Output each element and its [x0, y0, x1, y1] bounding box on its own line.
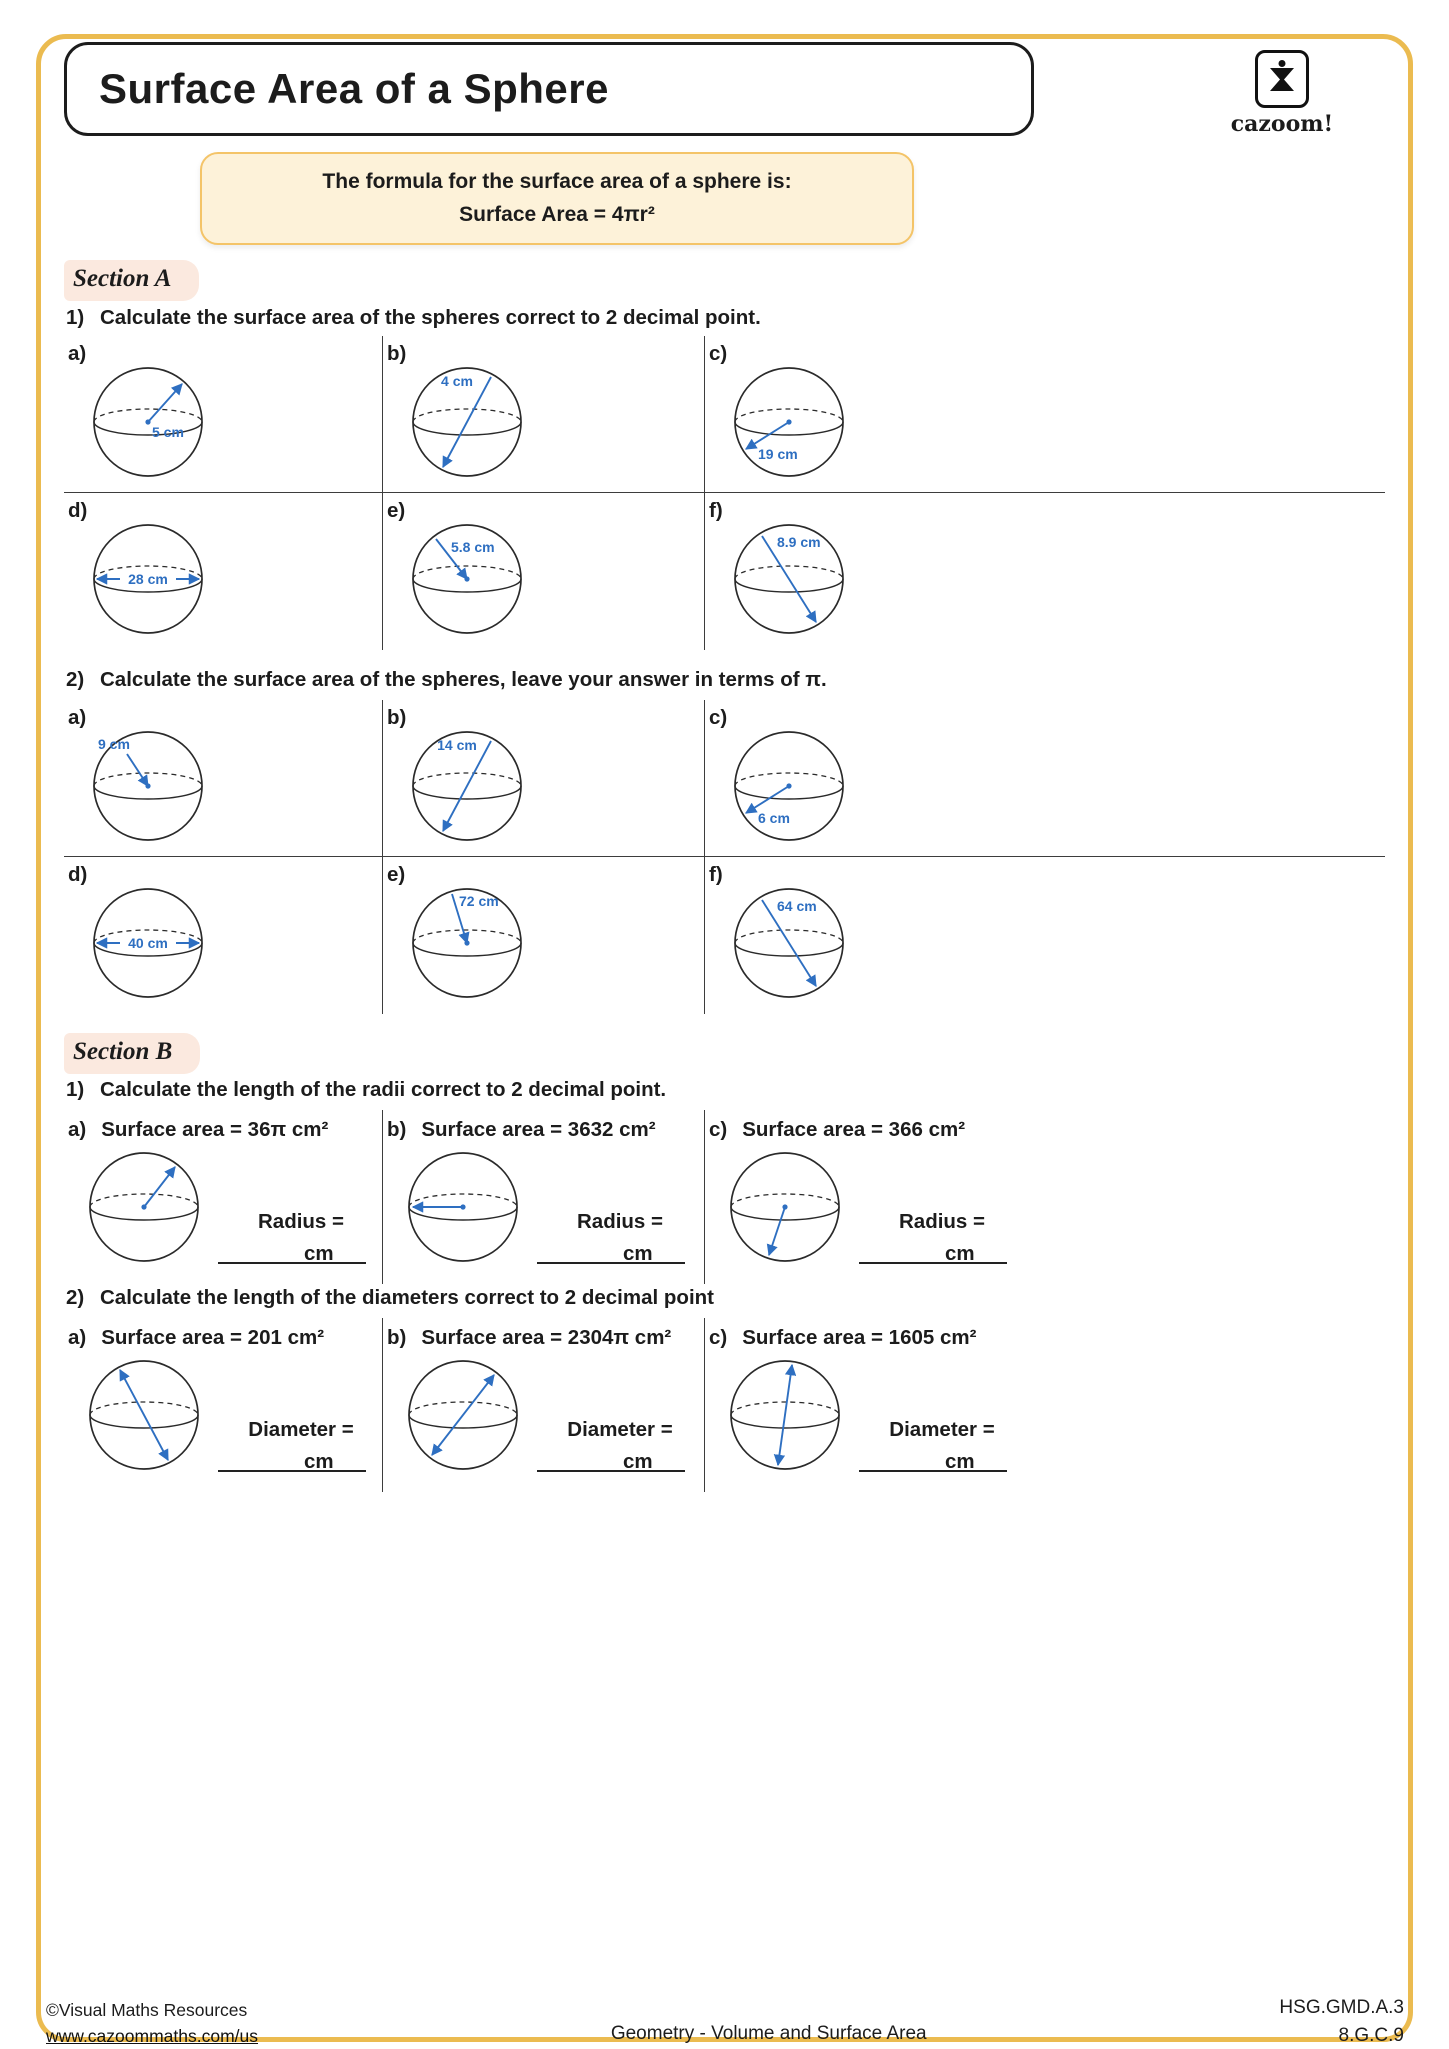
sphere-cell: [64, 493, 383, 650]
cazoom-logo: [1222, 50, 1342, 137]
answer-label: Radius =: [257, 1210, 344, 1233]
sphere-figure: [401, 520, 533, 640]
sphere-cell: [705, 857, 1385, 1014]
sphere-figure: [401, 727, 533, 847]
problem-head: [68, 1326, 324, 1350]
problem-cell: [64, 1110, 383, 1284]
section-a-question-2: [66, 668, 827, 692]
measurement-label: 5.8 cm: [451, 539, 495, 555]
item-label: f): [709, 499, 723, 522]
answer-blank-line: [537, 1238, 685, 1264]
item-label: f): [709, 863, 723, 886]
formula-equation: Surface Area = 4πr²: [459, 203, 655, 226]
measurement-label: 72 cm: [459, 893, 499, 909]
sphere-figure: [719, 1148, 851, 1268]
section-b-question-2: [66, 1286, 714, 1310]
answer-unit: cm: [623, 1450, 653, 1473]
footer-standards: [1279, 1994, 1404, 2049]
answer-label: Diameter =: [248, 1418, 354, 1441]
section-b-q2-grid: [64, 1318, 1385, 1492]
section-a-heading: Section A: [64, 260, 199, 301]
item-label: c): [709, 1118, 728, 1141]
answer-unit: cm: [304, 1242, 334, 1265]
question-number: 2): [66, 668, 85, 691]
measurement-label: 64 cm: [777, 898, 817, 914]
question-text: Calculate the length of the diameters correct to 2 decimal point: [100, 1286, 714, 1309]
section-b-question-1: [66, 1078, 666, 1102]
measurement-label: 40 cm: [128, 935, 168, 951]
footer-topic: Geometry - Volume and Surface Area: [610, 2023, 927, 2045]
given-surface-area: Surface area = 2304π cm²: [421, 1326, 672, 1349]
sphere-figure: [78, 1356, 210, 1476]
measurement-label: 8.9 cm: [777, 534, 821, 550]
problem-cell: [705, 1110, 1385, 1284]
sphere-figure: [401, 884, 533, 1004]
question-text: Calculate the surface area of the spheres correct to 2 decimal point.: [100, 306, 761, 329]
answer-blank-line: [859, 1446, 1007, 1472]
item-label: a): [68, 1326, 87, 1349]
item-label: d): [68, 499, 88, 522]
given-surface-area: Surface area = 366 cm²: [742, 1118, 966, 1141]
center-dot: [460, 1204, 465, 1209]
item-label: e): [387, 499, 406, 522]
sphere-cell: [383, 336, 705, 493]
standard-code-1: HSG.GMD.A.3: [1279, 1997, 1404, 2018]
center-dot: [464, 940, 469, 945]
given-surface-area: Surface area = 3632 cm²: [421, 1118, 656, 1141]
question-text: Calculate the surface area of the spheres, leave your answer in terms of π.: [100, 668, 827, 691]
item-label: a): [68, 1118, 87, 1141]
section-b-heading: Section B: [64, 1033, 200, 1074]
question-number: 1): [66, 306, 85, 329]
page-footer: [46, 1994, 1404, 2049]
page-title: Surface Area of a Sphere: [99, 65, 609, 112]
problem-head: [387, 1326, 671, 1350]
measurement-label: 5 cm: [152, 424, 184, 440]
given-surface-area: Surface area = 1605 cm²: [742, 1326, 977, 1349]
sphere-figure: [82, 363, 214, 483]
sphere-cell: [64, 700, 383, 857]
center-dot: [141, 1204, 146, 1209]
answer-label: Diameter =: [889, 1418, 995, 1441]
question-number: 1): [66, 1078, 85, 1101]
measurement-label: 14 cm: [437, 737, 477, 753]
section-a-q2-sphere-grid: [64, 700, 1385, 1014]
item-label: c): [709, 1326, 728, 1349]
item-label: c): [709, 706, 728, 729]
question-text: Calculate the length of the radii correct to 2 decimal point.: [100, 1078, 667, 1101]
sphere-cell: [705, 700, 1385, 857]
center-dot: [782, 1204, 787, 1209]
copyright-text: ©Visual Maths Resources: [46, 1999, 248, 2020]
problem-cell: [383, 1110, 705, 1284]
section-a-question-1: [66, 306, 761, 330]
item-label: b): [387, 1118, 407, 1141]
sphere-cell: [64, 336, 383, 493]
item-label: b): [387, 1326, 407, 1349]
sphere-figure: [723, 520, 855, 640]
item-label: b): [387, 342, 407, 365]
answer-blank-line: [537, 1446, 685, 1472]
problem-head: [68, 1118, 328, 1142]
answer-blank-line: [218, 1446, 366, 1472]
formula-intro: The formula for the surface area of a sphere is:: [322, 170, 792, 193]
sphere-figure: [82, 884, 214, 1004]
sphere-cell: [383, 857, 705, 1014]
problem-cell: [64, 1318, 383, 1492]
center-dot: [464, 576, 469, 581]
sphere-cell: [705, 336, 1385, 493]
sphere-figure: [719, 1356, 851, 1476]
sphere-cell: [64, 857, 383, 1014]
answer-blank-line: [218, 1238, 366, 1264]
sphere-figure: [82, 520, 214, 640]
answer-label: Radius =: [898, 1210, 985, 1233]
sphere-cell: [383, 493, 705, 650]
sphere-cell: [383, 700, 705, 857]
center-dot: [145, 783, 150, 788]
formula-box: [200, 152, 914, 245]
given-surface-area: Surface area = 36π cm²: [101, 1118, 329, 1141]
answer-blank-line: [859, 1238, 1007, 1264]
sphere-cell: [705, 493, 1385, 650]
sphere-figure: [397, 1356, 529, 1476]
item-label: e): [387, 863, 406, 886]
problem-head: [709, 1118, 965, 1142]
item-label: d): [68, 863, 88, 886]
given-surface-area: Surface area = 201 cm²: [101, 1326, 325, 1349]
answer-label: Diameter =: [567, 1418, 673, 1441]
measurement-label: 4 cm: [441, 373, 473, 389]
sphere-figure: [723, 884, 855, 1004]
answer-unit: cm: [945, 1242, 975, 1265]
question-number: 2): [66, 1286, 85, 1309]
center-dot: [145, 419, 150, 424]
sphere-figure: [78, 1148, 210, 1268]
sphere-figure: [723, 363, 855, 483]
sphere-figure: [401, 363, 533, 483]
sphere-figure: [82, 727, 214, 847]
item-label: a): [68, 706, 87, 729]
section-b-q1-grid: [64, 1110, 1385, 1284]
center-dot: [786, 419, 791, 424]
measurement-label: 28 cm: [128, 571, 168, 587]
answer-label: Radius =: [576, 1210, 663, 1233]
hourglass-glyph: [1265, 59, 1299, 99]
title-box: [64, 42, 1034, 136]
answer-unit: cm: [945, 1450, 975, 1473]
problem-cell: [705, 1318, 1385, 1492]
center-dot: [786, 783, 791, 788]
standard-code-2: 8.G.C.9: [1338, 2024, 1404, 2046]
measurement-label: 19 cm: [758, 446, 798, 462]
answer-unit: cm: [623, 1242, 653, 1265]
item-label: a): [68, 342, 87, 365]
sphere-figure: [397, 1148, 529, 1268]
hourglass-icon: [1255, 50, 1309, 108]
problem-head: [387, 1118, 656, 1142]
sphere-figure: [723, 727, 855, 847]
measurement-label: 9 cm: [98, 736, 130, 752]
item-label: b): [387, 706, 407, 729]
website-link[interactable]: www.cazoommaths.com/us: [46, 2025, 259, 2046]
logo-wordmark: cazoom!: [1230, 111, 1334, 137]
problem-head: [709, 1326, 976, 1350]
answer-unit: cm: [304, 1450, 334, 1473]
measurement-label: 6 cm: [758, 810, 790, 826]
problem-cell: [383, 1318, 705, 1492]
section-a-q1-sphere-grid: [64, 336, 1385, 650]
footer-left: [46, 1997, 258, 2049]
item-label: c): [709, 342, 728, 365]
